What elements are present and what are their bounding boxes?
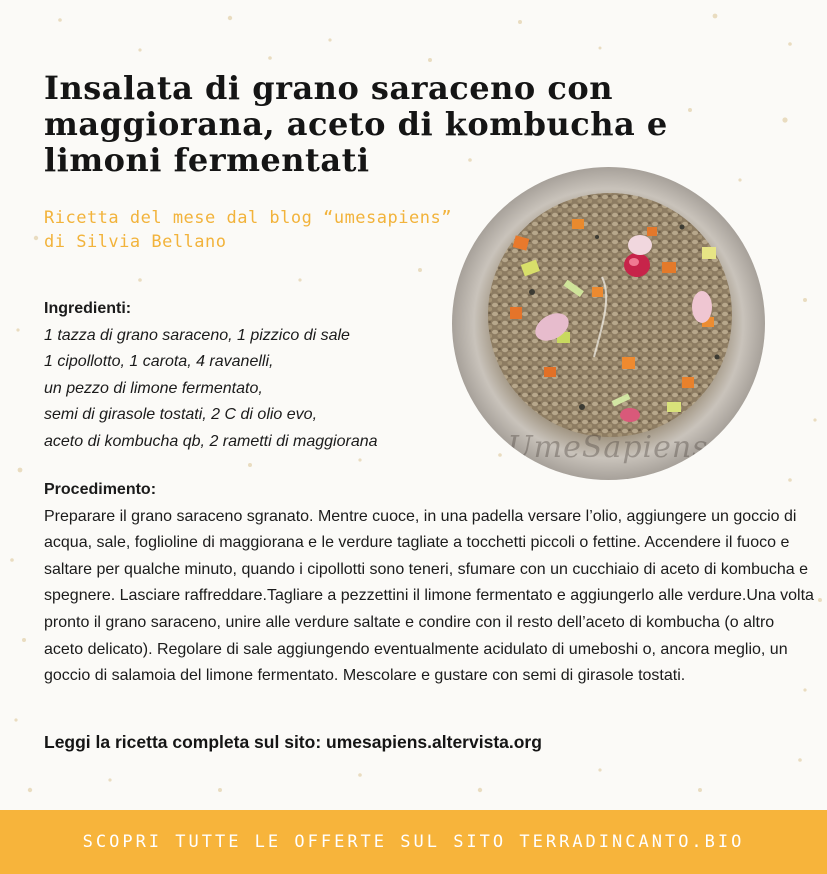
recipe-title: Insalata di grano saraceno con maggiorana, aceto di kombucha e limoni fermentati — [44, 69, 668, 179]
procedure-text: Preparare il grano saraceno sgranato. Mentre cuoce, in una padella versare l’olio, aggiungere un goccio di acqua, sale, foglioline di maggiorana e le verdure tagliate a tocchetti piccoli o fettine. Accendere il fuoco e saltare per qualche minuto, quando i cipollotti sono teneri, sfumare con un cucchiaio di aceto di kombucha e spegnere. Lasciare raffreddare.Tagliare a pezzettini il limone fermentato e aggiungerlo alle verdure.Una volta pronto il grano saraceno, unire alle verdure saltate e condire con il resto dell’aceto di kombucha (o altro aceto delicato). Regolare di sale aggiungendo eventualmente acidulato di umeboshi o, ancora meglio, un goccio di salamoia del limone fermentato. Mescolare e gustare con semi di girasole tostati. — [44, 507, 814, 685]
shop-offers-link[interactable]: SCOPRI TUTTE LE OFFERTE SUL SITO TERRADINCANTO.BIO — [82, 832, 745, 852]
ingredients-label: Ingredienti: — [44, 300, 132, 317]
ingredients-section — [44, 296, 464, 456]
recipe-subtitle: Ricetta del mese dal blog “umesapiens” di Silvia Bellano — [44, 208, 452, 252]
footer-banner — [0, 810, 827, 874]
recipe-photo — [452, 167, 765, 480]
procedure-label: Procedimento: — [44, 481, 157, 498]
procedure-section — [44, 477, 814, 690]
read-more-link[interactable]: Leggi la ricetta completa sul sito: umesapiens.altervista.org — [44, 732, 542, 752]
ingredient-line: un pezzo di limone fermentato, — [44, 379, 263, 397]
ingredient-line: semi di girasole tostati, 2 C di olio evo, — [44, 406, 318, 424]
ingredient-line: 1 tazza di grano saraceno, 1 pizzico di sale — [44, 326, 350, 344]
salad-bowl-image — [452, 167, 765, 480]
ingredient-line: aceto di kombucha qb, 2 rametti di maggiorana — [44, 432, 378, 450]
ingredient-line: 1 cipollotto, 1 carota, 4 ravanelli, — [44, 353, 274, 371]
image-watermark: UmeSapiens — [507, 430, 709, 465]
